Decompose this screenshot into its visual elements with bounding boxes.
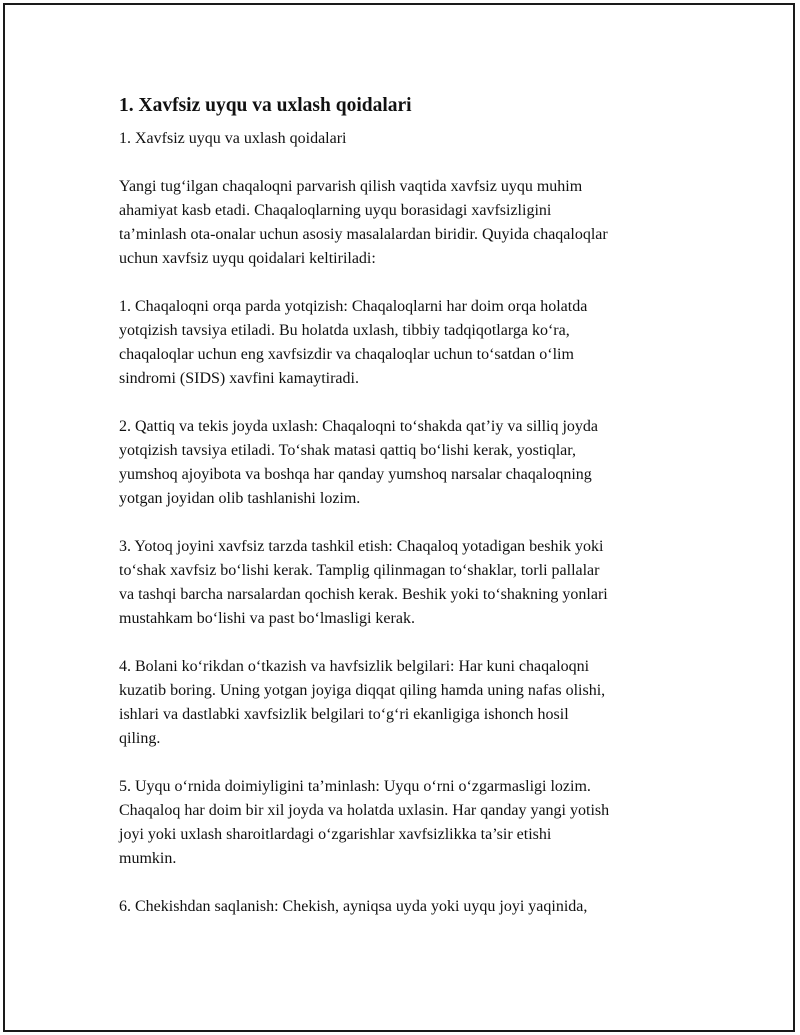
paragraph-line: qiling.: [119, 730, 161, 747]
paragraph-line: uchun xavfsiz uyqu qoidalari keltiriladi:: [119, 250, 376, 267]
document-page: [3, 3, 795, 1032]
paragraph: [119, 655, 679, 751]
paragraph: [119, 535, 679, 631]
paragraph-line: yotgan joyidan olib tashlanishi lozim.: [119, 490, 361, 507]
paragraph: [119, 895, 679, 919]
paragraph-line: 6. Chekishdan saqlanish: Chekish, ayniqsa uyda yoki uyqu joyi yaqinida,: [119, 898, 588, 915]
paragraph: [119, 415, 679, 511]
paragraph-line: Yangi tug‘ilgan chaqaloqni parvarish qilish vaqtida xavfsiz uyqu muhim: [119, 178, 583, 195]
paragraph-line: mustahkam bo‘lishi va past bo‘lmasligi kerak.: [119, 610, 415, 627]
paragraph: [119, 295, 679, 391]
paragraph-line: yotqizish tavsiya etiladi. To‘shak matasi qattiq bo‘lishi kerak, yostiqlar,: [119, 442, 576, 459]
paragraph: [119, 775, 679, 871]
paragraph-line: mumkin.: [119, 850, 177, 867]
paragraph-line: sindromi (SIDS) xavfini kamaytiradi.: [119, 370, 359, 387]
paragraph-line: 2. Qattiq va tekis joyda uxlash: Chaqaloqni to‘shakda qat’iy va silliq joyda: [119, 418, 599, 435]
paragraph-line: yumshoq ajoyibota va boshqa har qanday yumshoq narsalar chaqaloqning: [119, 466, 592, 483]
document-subheading: 1. Xavfsiz uyqu va uxlash qoidalari: [119, 130, 347, 147]
document-heading: 1. Xavfsiz uyqu va uxlash qoidalari: [119, 95, 412, 116]
paragraph-line: kuzatib boring. Uning yotgan joyiga diqqat qiling hamda uning nafas olishi,: [119, 682, 606, 699]
paragraph: [119, 175, 679, 271]
paragraph-line: 1. Chaqaloqni orqa parda yotqizish: Chaqaloqlarni har doim orqa holatda: [119, 298, 588, 315]
paragraph-list: [119, 175, 679, 919]
paragraph-line: 5. Uyqu o‘rnida doimiyligini ta’minlash: Uyqu o‘rni o‘zgarmasligi lozim.: [119, 778, 591, 795]
paragraph-line: yotqizish tavsiya etiladi. Bu holatda uxlash, tibbiy tadqiqotlarga ko‘ra,: [119, 322, 570, 339]
paragraph-line: ishlari va dastlabki xavfsizlik belgilari to‘g‘ri ekanligiga ishonch hosil: [119, 706, 569, 723]
paragraph-line: ahamiyat kasb etadi. Chaqaloqlarning uyqu borasidagi xavfsizligini: [119, 202, 552, 219]
paragraph-line: chaqaloqlar uchun eng xavfsizdir va chaqaloqlar uchun to‘satdan o‘lim: [119, 346, 574, 363]
paragraph-line: to‘shak xavfsiz bo‘lishi kerak. Tamplig qilinmagan to‘shaklar, torli pallalar: [119, 562, 600, 579]
document-body: [119, 93, 679, 943]
paragraph-line: ta’minlash ota-onalar uchun asosiy masalalardan biridir. Quyida chaqaloqlar: [119, 226, 608, 243]
paragraph-line: 4. Bolani ko‘rikdan o‘tkazish va havfsizlik belgilari: Har kuni chaqaloqni: [119, 658, 590, 675]
paragraph-line: va tashqi barcha narsalardan qochish kerak. Beshik yoki to‘shakning yonlari: [119, 586, 608, 603]
paragraph-line: joyi yoki uxlash sharoitlardagi o‘zgarishlar xavfsizlikka ta’sir etishi: [119, 826, 552, 843]
paragraph-line: 3. Yotoq joyini xavfsiz tarzda tashkil etish: Chaqaloq yotadigan beshik yoki: [119, 538, 604, 555]
paragraph-line: Chaqaloq har doim bir xil joyda va holatda uxlasin. Har qanday yangi yotish: [119, 802, 610, 819]
